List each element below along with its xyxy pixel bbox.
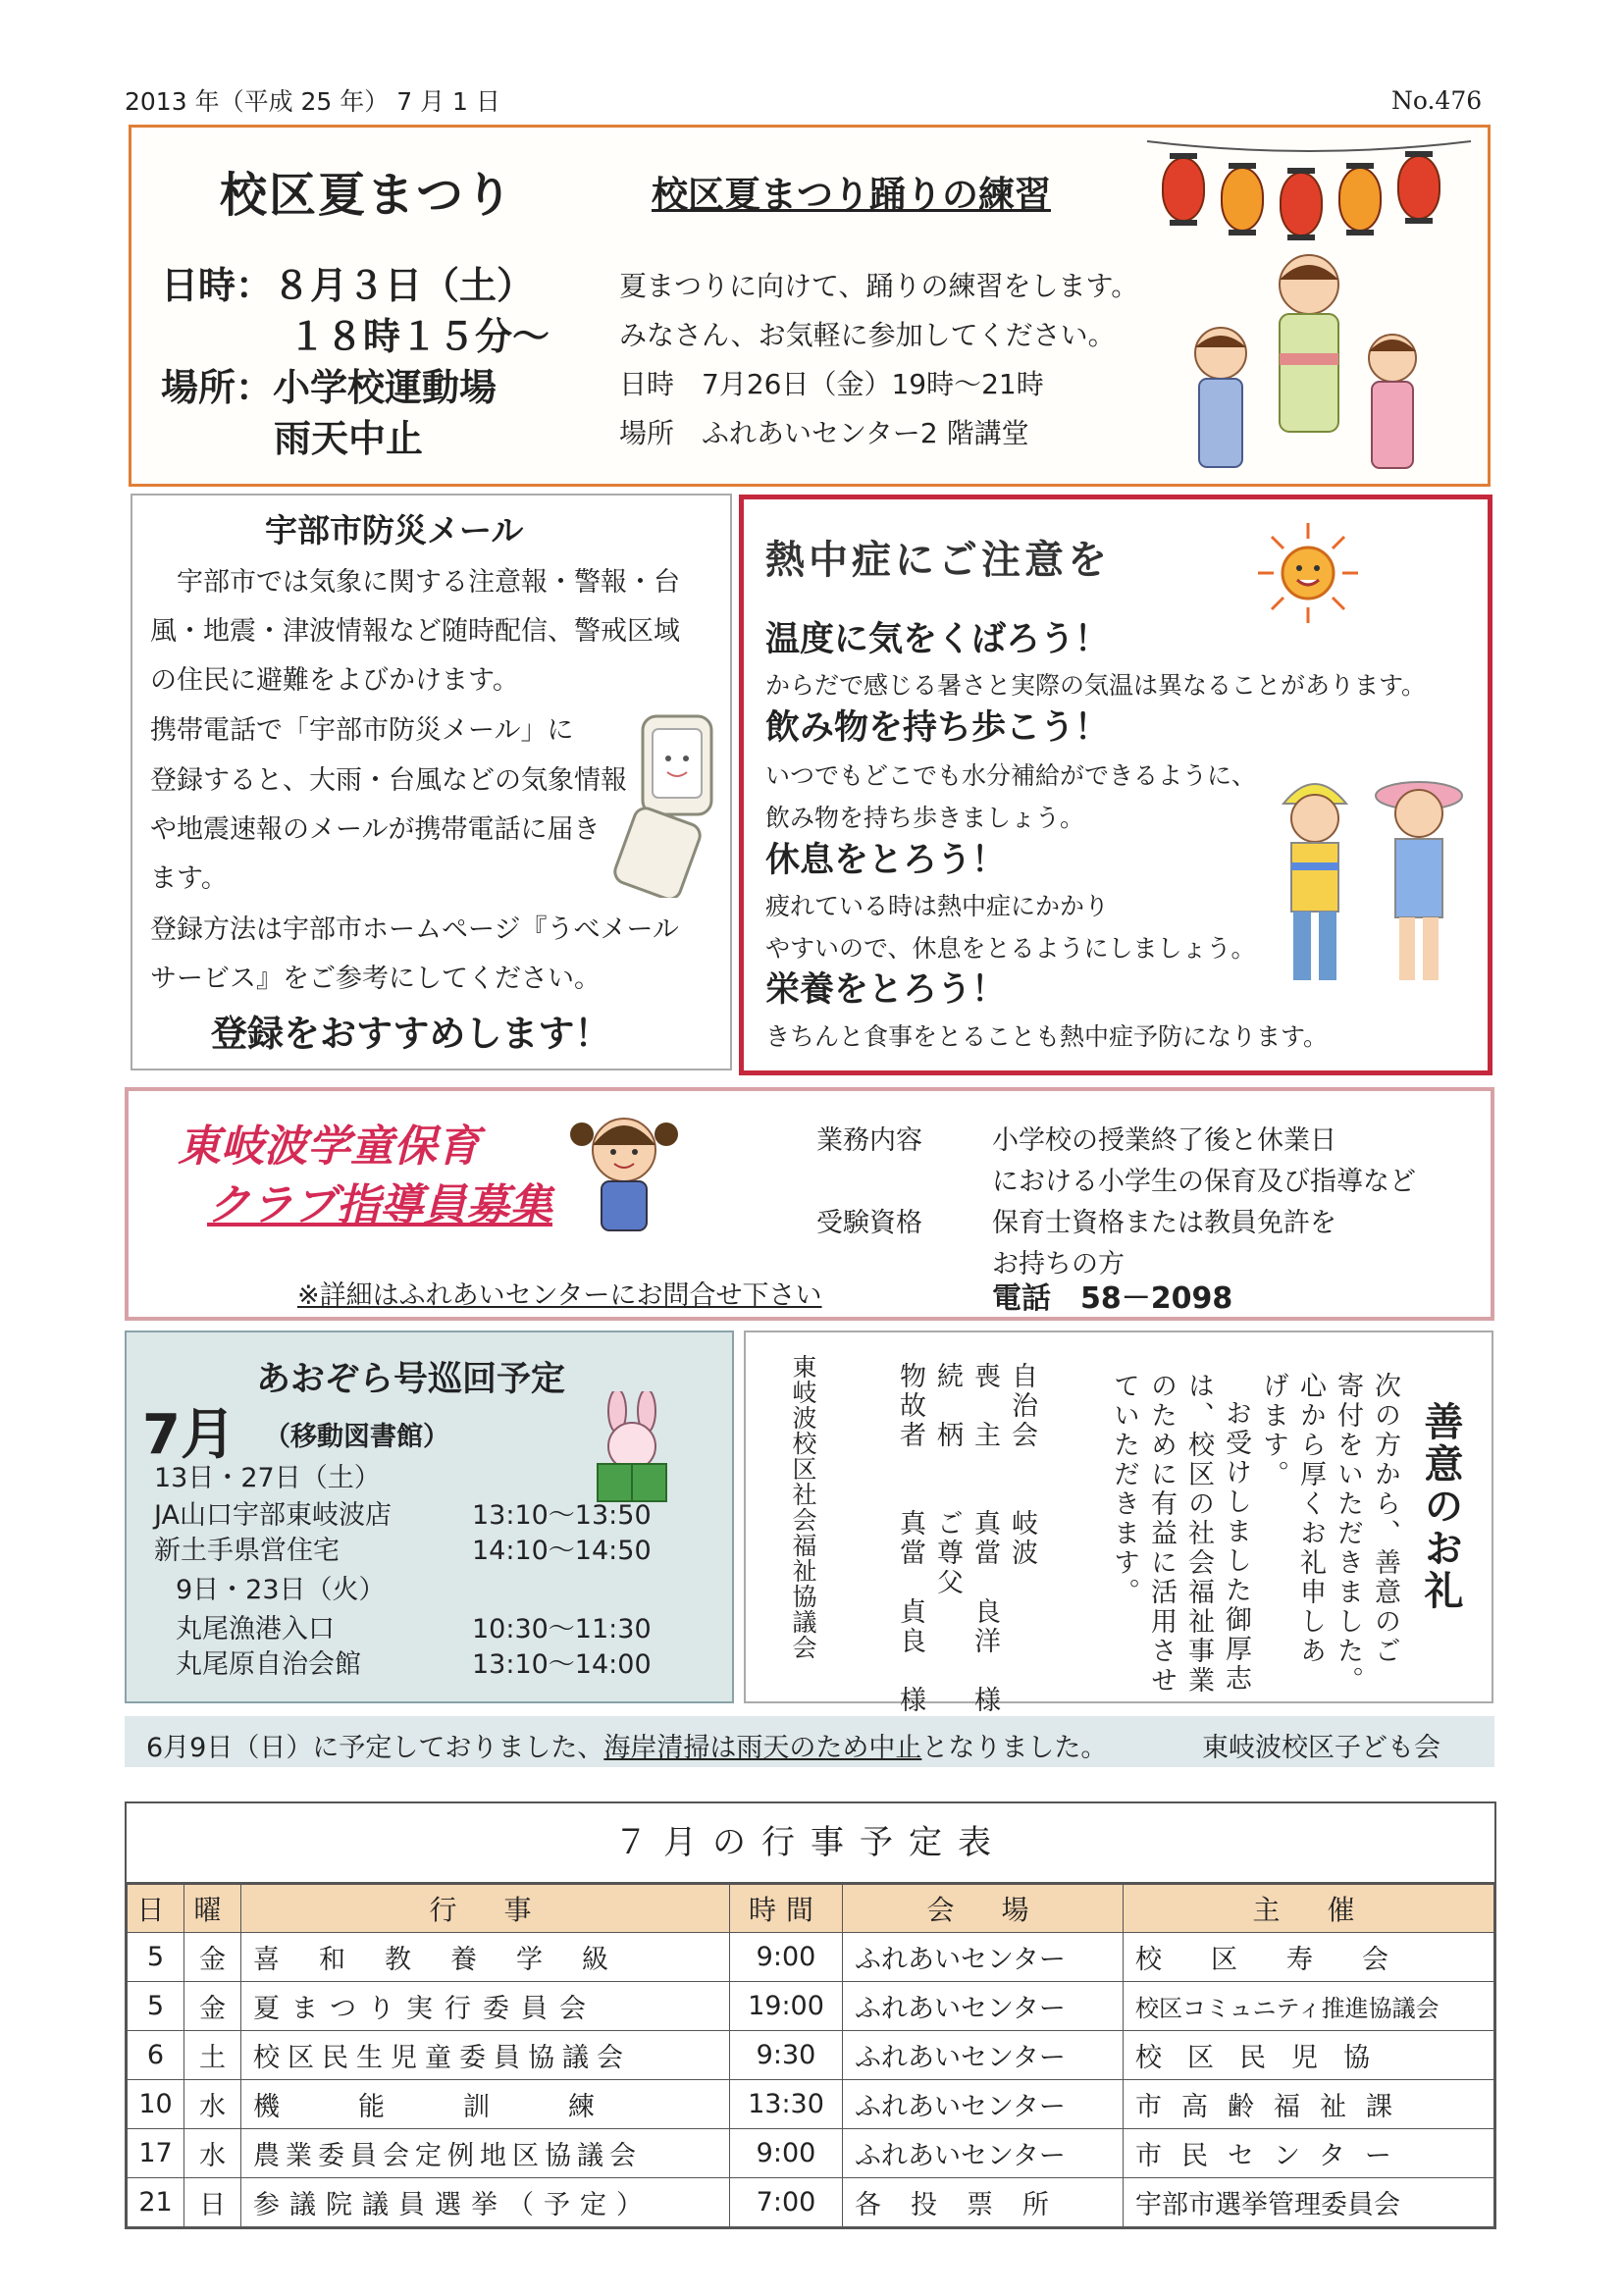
- festival-place: 場所：小学校運動場: [161, 366, 497, 409]
- stop-time: 13:10～13:50: [472, 1500, 652, 1531]
- mobile-library-subtitle: （移動図書館）: [264, 1422, 449, 1452]
- practice-line: 夏まつりに向けて、踊りの練習をします。: [619, 270, 1139, 302]
- heat-tip-heading: 飲み物を持ち歩こう！: [765, 708, 1110, 748]
- heat-tip-text: いつでもどこでも水分補給ができるように、: [765, 761, 1257, 790]
- table-row: [128, 1982, 1494, 2031]
- host: 市民センター: [1124, 2129, 1494, 2178]
- donor-line: 喪 主 真當 良洋 様: [969, 1362, 1000, 1715]
- time: 13:30: [730, 2080, 843, 2129]
- mobile-phone-icon: [613, 711, 721, 898]
- sun-icon: [1254, 519, 1362, 627]
- stop-time: 10:30～11:30: [472, 1614, 652, 1644]
- weekday: 土: [184, 2031, 241, 2080]
- stop-time: 13:10～14:00: [472, 1649, 652, 1680]
- day: 10: [128, 2080, 184, 2129]
- weekday: 金: [184, 1982, 241, 2031]
- time: 9:30: [730, 2031, 843, 2080]
- schedule-table: [127, 1884, 1494, 2227]
- recruit-title-line1: 東岐波学童保育: [178, 1122, 480, 1172]
- donor-line: 自治会 岐波: [1007, 1362, 1037, 1568]
- table-row: [128, 2080, 1494, 2129]
- stop-time: 14:10～14:50: [472, 1536, 652, 1566]
- practice-line: みなさん、お気軽に参加してください。: [619, 319, 1116, 351]
- header-event: 行 事: [241, 1885, 730, 1933]
- weekday: 水: [184, 2129, 241, 2178]
- festival-title: 校区夏まつり: [220, 168, 515, 223]
- lantern-icon: [1221, 167, 1264, 232]
- disaster-mail-text: 風・地震・津波情報など随時配信、警戒区域: [150, 616, 680, 647]
- schedule-dates: 13日・27日（土）: [154, 1463, 381, 1493]
- festival-rain: 雨天中止: [274, 417, 424, 460]
- day: 6: [128, 2031, 184, 2080]
- thanks-title: 善意のお礼: [1418, 1401, 1463, 1612]
- recruit-phone: 電話 58－2098: [992, 1281, 1233, 1316]
- notice-org: 東岐波校区子ども会: [1202, 1733, 1440, 1763]
- heat-tip-text: 疲れている時は熱中症にかかり: [765, 892, 1110, 920]
- disaster-mail-text: サービス』をご参考にしてください。: [150, 964, 601, 994]
- day: 5: [128, 1982, 184, 2031]
- festival-section: [129, 125, 1491, 487]
- lantern-icon: [1162, 157, 1205, 222]
- stop-place: 丸尾漁港入口: [176, 1614, 335, 1644]
- disaster-mail-text: 宇部市では気象に関する注意報・警報・台: [150, 567, 680, 598]
- event-schedule: [125, 1801, 1496, 2229]
- thanks-org: 東岐波校区社会福祉協議会: [789, 1354, 817, 1660]
- header-time: 時間: [730, 1885, 843, 1933]
- heatstroke-section: [739, 495, 1492, 1075]
- heat-tip-text: きちんと食事をとることも熱中症予防になります。: [765, 1022, 1329, 1051]
- stop-place: 丸尾原自治会館: [176, 1649, 361, 1680]
- thanks-text: げます。: [1258, 1372, 1288, 1489]
- kids-with-hats-icon: [1254, 764, 1480, 995]
- heat-tip-heading: 栄養をとろう！: [765, 970, 1007, 1010]
- venue: ふれあいセンター: [843, 2129, 1124, 2178]
- notice-emphasis: 海岸清掃は雨天のため中止: [603, 1733, 922, 1763]
- duty-text: における小学生の保育及び指導など: [992, 1167, 1416, 1197]
- host: 校区コミュニティ推進協議会: [1124, 1982, 1494, 2031]
- thanks-text: お受けしました御厚志: [1221, 1399, 1251, 1694]
- festival-datetime: 日時：８月３日（土）: [161, 264, 535, 307]
- notice-pre: 6月9日（日）に予定しておりました、: [146, 1733, 604, 1763]
- event: 機能訓練: [241, 2080, 730, 2129]
- table-row: [128, 2031, 1494, 2080]
- duty-text: 小学校の授業終了後と休業日: [992, 1125, 1336, 1156]
- schoolgirl-icon: [560, 1101, 688, 1248]
- practice-title: 校区夏まつり踊りの練習: [652, 174, 1051, 216]
- notice-post: となりました。: [921, 1733, 1108, 1763]
- heatstroke-title: 熱中症にご注意を: [765, 538, 1111, 583]
- time: 7:00: [730, 2178, 843, 2227]
- practice-line: 日時 7月26日（金）19時～21時: [619, 368, 1044, 400]
- issue-number: No.476: [1391, 86, 1483, 115]
- weekday: 金: [184, 1933, 241, 1982]
- disaster-mail-text: の住民に避難をよびかけます。: [150, 665, 519, 696]
- heat-tip-heading: 温度に気をくばろう！: [765, 620, 1110, 659]
- qualification-text: 保育士資格または教員免許を: [992, 1208, 1336, 1238]
- donor-line: 続 柄 ご尊父: [932, 1362, 963, 1597]
- schedule-header-row: [128, 1885, 1494, 1933]
- thanks-text: は、校区の社会福祉事業: [1183, 1372, 1214, 1696]
- thanks-text: ていただきます。: [1109, 1372, 1139, 1607]
- mobile-library-title: あおぞら号巡回予定: [256, 1360, 566, 1399]
- disaster-mail-section: [131, 494, 732, 1070]
- disaster-mail-title: 宇部市防災メール: [265, 511, 524, 549]
- lantern-icon: [1338, 167, 1382, 232]
- event: 農業委員会定例地区協議会: [241, 2129, 730, 2178]
- header-host: 主 催: [1124, 1885, 1494, 1933]
- table-row: [128, 2129, 1494, 2178]
- thanks-section: [744, 1331, 1493, 1715]
- venue: ふれあいセンター: [843, 1982, 1124, 2031]
- heat-tip-text: 飲み物を持ち歩きましょう。: [765, 804, 1085, 832]
- notice-text: [146, 1726, 1107, 1764]
- mobile-library-month: 7月: [142, 1403, 236, 1467]
- header-venue: 会 場: [843, 1885, 1124, 1933]
- schedule-title: ７月の行事予定表: [127, 1803, 1494, 1884]
- disaster-mail-text: や地震速報のメールが携帯電話に届き: [150, 814, 601, 845]
- event: 夏まつり実行委員会: [241, 1982, 730, 2031]
- day: 17: [128, 2129, 184, 2178]
- issue-date: 2013 年（平成 25 年） 7 月 1 日: [125, 87, 500, 116]
- day: 5: [128, 1933, 184, 1982]
- recruit-note: ※詳細はふれあいセンターにお問合せ下さい: [297, 1280, 822, 1311]
- header-weekday: 曜: [184, 1885, 241, 1933]
- recruit-title-line2: クラブ指導員募集: [207, 1180, 552, 1230]
- disaster-mail-text: ます。: [150, 863, 228, 894]
- disaster-mail-text: 登録方法は宇部市ホームページ『うべメール: [150, 914, 679, 945]
- disaster-mail-text: 携帯電話で「宇部市防災メール」に: [150, 715, 574, 746]
- venue: 各投票所: [843, 2178, 1124, 2227]
- qualification-text: お持ちの方: [992, 1249, 1125, 1279]
- table-row: [128, 1933, 1494, 1982]
- stop-place: JA山口宇部東岐波店: [154, 1500, 392, 1531]
- time: 9:00: [730, 2129, 843, 2178]
- venue: ふれあいセンター: [843, 2080, 1124, 2129]
- yukata-children-icon: [1181, 245, 1437, 481]
- lantern-icon: [1397, 155, 1440, 220]
- header-day: 日: [128, 1885, 184, 1933]
- weekday: 日: [184, 2178, 241, 2227]
- host: 宇部市選挙管理委員会: [1124, 2178, 1494, 2227]
- event: 校区民生児童委員協議会: [241, 2031, 730, 2080]
- heat-tip-text: やすいので、休息をとるようにしましょう。: [765, 934, 1256, 963]
- festival-time: １８時１５分～: [288, 315, 550, 358]
- recruit-section: [125, 1087, 1494, 1321]
- thanks-text: 心から厚くお礼申しあ: [1295, 1372, 1326, 1666]
- heat-tip-heading: 休息をとろう！: [765, 841, 1007, 880]
- heat-tip-text: からだで感じる暑さと実際の気温は異なることがあります。: [765, 671, 1427, 700]
- notice-strip: [125, 1716, 1494, 1767]
- schedule-dates: 9日・23日（火）: [176, 1575, 386, 1605]
- qualification-label: 受験資格: [816, 1208, 922, 1238]
- stop-place: 新土手県営住宅: [154, 1536, 340, 1566]
- duty-label: 業務内容: [816, 1125, 922, 1156]
- thanks-text: のために有益に活用させ: [1146, 1372, 1177, 1696]
- venue: ふれあいセンター: [843, 1933, 1124, 1982]
- disaster-mail-closing: 登録をおすすめします！: [211, 1013, 611, 1055]
- thanks-text: 次の方から、善意のご: [1370, 1372, 1400, 1666]
- thanks-text: 寄付をいただきました。: [1333, 1372, 1363, 1696]
- practice-line: 場所 ふれあいセンター2 階講堂: [619, 417, 1029, 449]
- lantern-icon: [1280, 172, 1323, 236]
- time: 9:00: [730, 1933, 843, 1982]
- mobile-library-section: [125, 1331, 734, 1703]
- table-row: [128, 2178, 1494, 2227]
- donor-line: 物故者 真當 貞良 様: [895, 1362, 925, 1715]
- disaster-mail-text: 登録すると、大雨・台風などの気象情報: [150, 765, 627, 796]
- event: 喜和教養学級: [241, 1933, 730, 1982]
- host: 校区寿会: [1124, 1933, 1494, 1982]
- day: 21: [128, 2178, 184, 2227]
- host: 校区民児協: [1124, 2031, 1494, 2080]
- venue: ふれあいセンター: [843, 2031, 1124, 2080]
- rabbit-reading-icon: [578, 1391, 686, 1509]
- time: 19:00: [730, 1982, 843, 2031]
- event: 参議院議員選挙（予定）: [241, 2178, 730, 2227]
- weekday: 水: [184, 2080, 241, 2129]
- host: 市高齢福祉課: [1124, 2080, 1494, 2129]
